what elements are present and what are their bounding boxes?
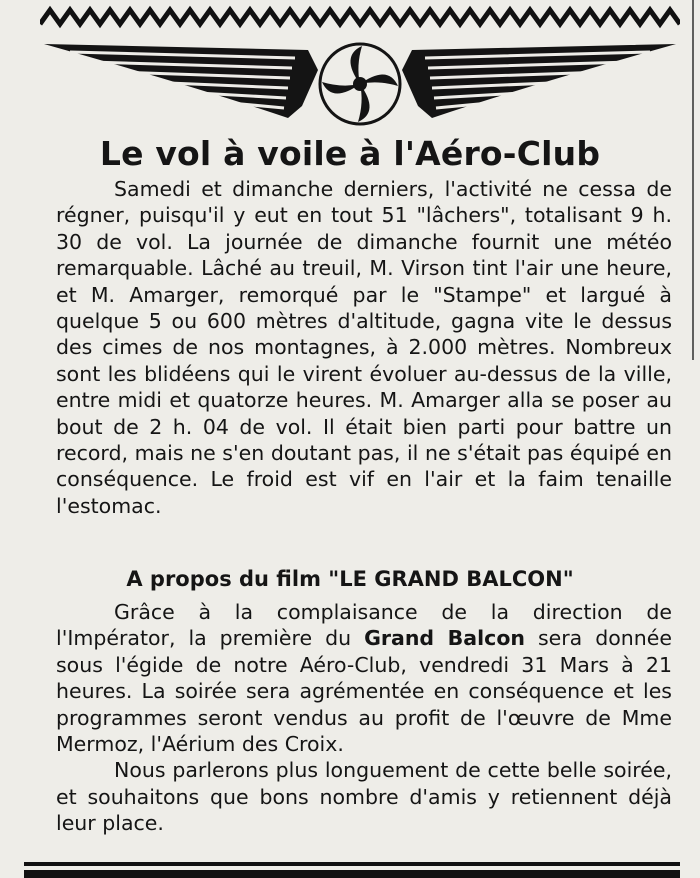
bottom-rule-thick bbox=[24, 870, 680, 878]
paragraph-text-start: Grâce à la complaisance de la direction de l'Impérator, la première du bbox=[56, 600, 672, 651]
zigzag-border-ornament bbox=[40, 4, 680, 30]
article-body bbox=[56, 176, 672, 519]
article-paragraph-1 bbox=[56, 599, 672, 757]
article-subheading: A propos du film "LE GRAND BALCON" bbox=[126, 567, 574, 591]
winged-propeller-emblem bbox=[40, 36, 680, 132]
column-rule bbox=[692, 0, 694, 360]
film-title-bold: Grand Balcon bbox=[364, 626, 525, 651]
article-title: Le vol à voile à l'Aéro-Club bbox=[99, 134, 601, 173]
paragraph-text-end: sera donnée sous l'égide de notre Aéro-Club, vendredi 31 Mars à 21 heures. La soirée sera agrémentée en conséquence et les programmes seront vendus au profit de l'œuvre de Mme Mermoz, l'Aérium des Croix. bbox=[56, 626, 672, 757]
bottom-rule bbox=[24, 862, 680, 866]
article-body-2 bbox=[56, 599, 672, 837]
article-paragraph-2: Nous parlerons plus longuement de cette belle soirée, et souhaitons que bons nombre d'amis y retiennent déjà leur place. bbox=[56, 758, 672, 836]
article-paragraph: Samedi et dimanche derniers, l'activité ne cessa de régner, puisqu'il y eut en tout 51 "lâchers", totalisant 9 h. 30 de vol. La journée de dimanche fournit une météo remarquable. Lâché au treuil, M. Virson tint l'air une heure, et M. Amarger, remorqué par le "Stampe" et largué à quelque 5 ou 600 mètres d'altitude, gagna vite le dessus des cimes de nos montagnes, à 2.000 mètres. Nombreux sont les blidéens qui le virent évoluer au-dessus de la ville, entre midi et quatorze heures. M. Amarger alla se poser au bout de 2 h. 04 de vol. Il était bien parti pour battre un record, mais ne s'en doutant pas, il ne s'était pas équipé en conséquence. Le froid est vif en l'air et la faim tenaille l'estomac. bbox=[56, 177, 672, 518]
